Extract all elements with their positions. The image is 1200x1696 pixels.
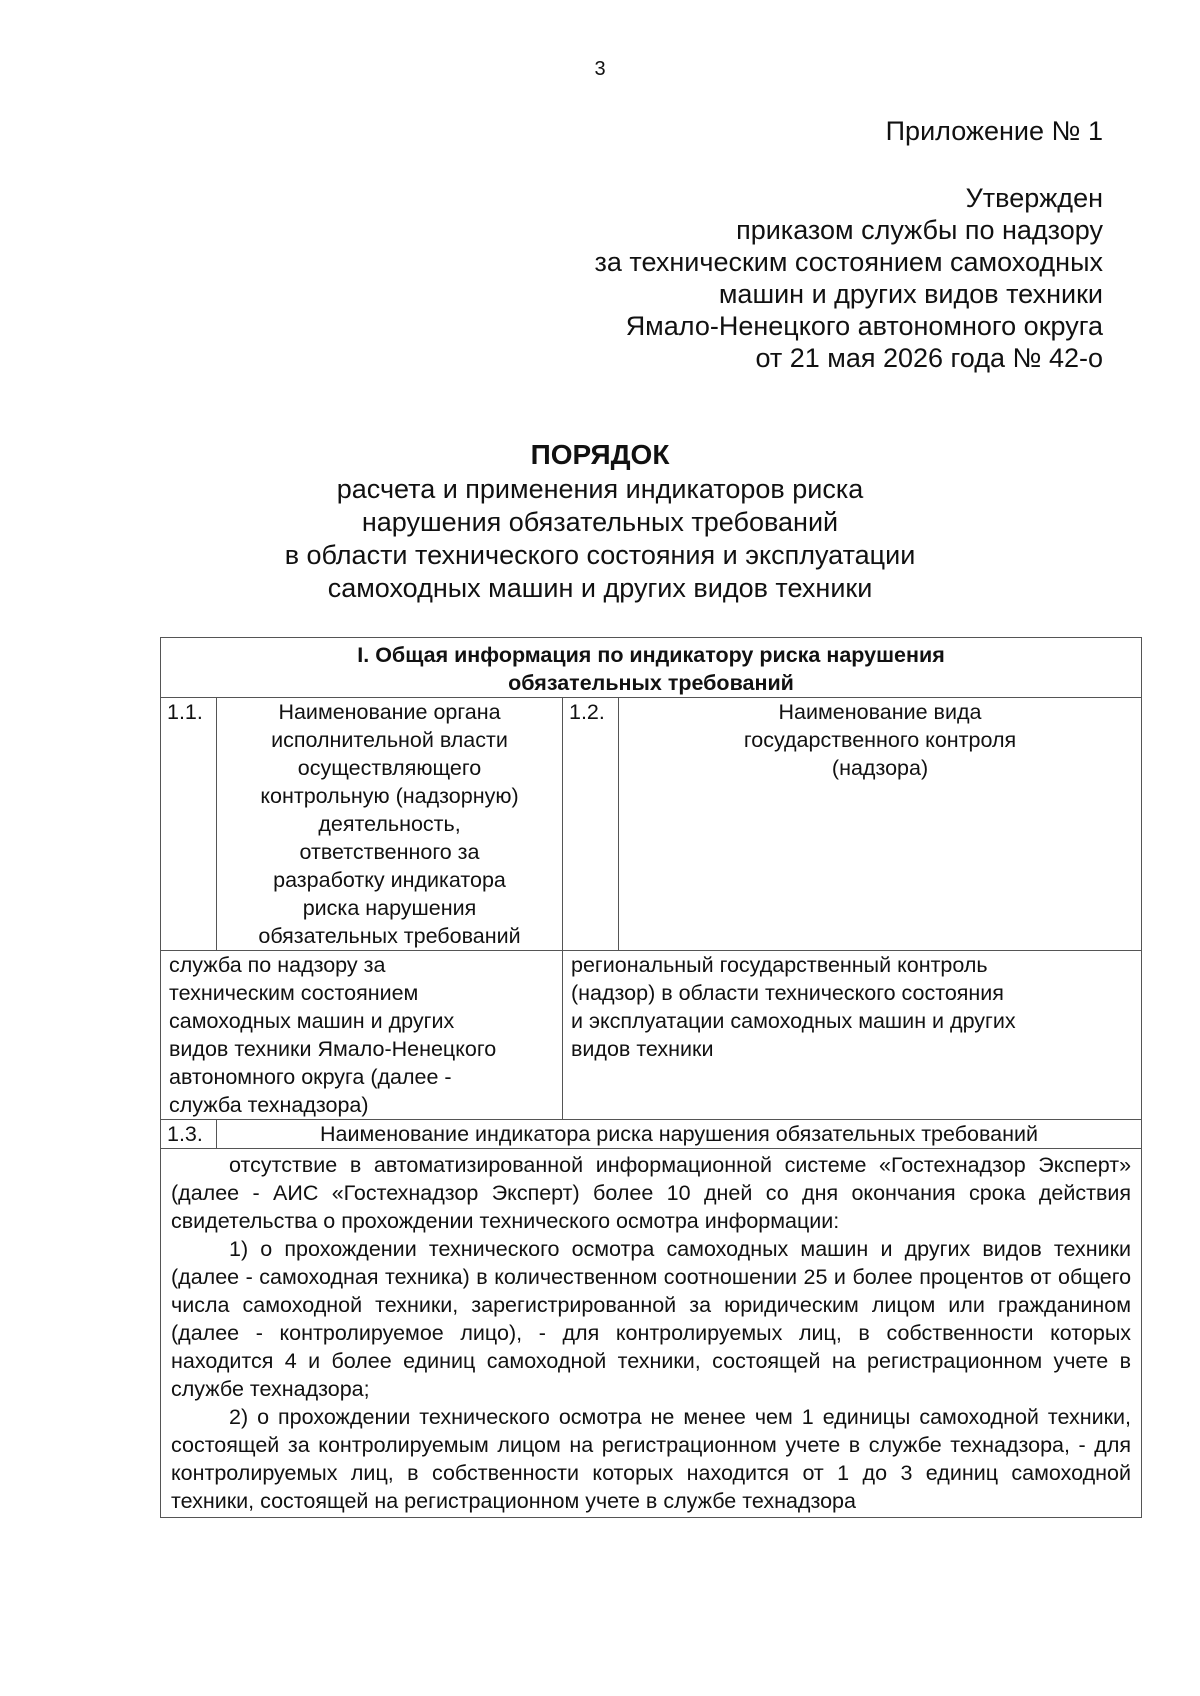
description-paragraph: 1) о прохождении технического осмотра самоходных машин и других видов техники (далее - самоходная техника) в количественном соотношении 25 и более процентов от общего числа самоходной техники, зарегистрированной за юридическим лицом или гражданином (далее - контролируемое лицо), - для контролируемых лиц, в собственности которых находится 4 и более единиц самоходной техники, состоящей на регистрационном учете в службе технадзора; bbox=[171, 1237, 1132, 1401]
approval-line: машин и других видов техники bbox=[718, 279, 1103, 309]
section-header-line: обязательных требований bbox=[508, 671, 794, 695]
control-type-label bbox=[619, 698, 1142, 951]
approval-line: приказом службы по надзору bbox=[736, 215, 1103, 245]
label-row bbox=[161, 698, 1142, 951]
document-title: ПОРЯДОК bbox=[530, 439, 670, 470]
label-line: деятельность, bbox=[318, 812, 461, 836]
authority-value bbox=[161, 951, 563, 1120]
indicator-description-row bbox=[161, 1149, 1142, 1518]
approval-line: Утвержден bbox=[965, 183, 1103, 213]
label-line: риска нарушения bbox=[302, 896, 477, 920]
authority-label bbox=[217, 698, 563, 951]
description-paragraph: отсутствие в автоматизированной информационной системе «Гостехнадзор Эксперт» (далее - АИС «Гостехнадзор Эксперт) более 10 дней со дня окончания срока действия свидетельства о прохождении технического осмотра информации: bbox=[171, 1153, 1132, 1233]
label-line: Наименование органа bbox=[278, 700, 501, 724]
appendix-label: Приложение № 1 bbox=[885, 116, 1103, 146]
value-line: и эксплуатации самоходных машин и других bbox=[571, 1009, 1016, 1033]
value-line: самоходных машин и других bbox=[169, 1009, 455, 1033]
value-line: автономного округа (далее - bbox=[169, 1065, 452, 1089]
value-row bbox=[161, 951, 1142, 1120]
indicator-name-row bbox=[161, 1120, 1142, 1149]
item-number-1-3: 1.3. bbox=[161, 1120, 217, 1149]
indicator-name-label: Наименование индикатора риска нарушения обязательных требований bbox=[217, 1120, 1142, 1149]
document-subtitle-line: нарушения обязательных требований bbox=[361, 507, 839, 537]
label-line: разработку индикатора bbox=[273, 868, 506, 892]
value-line: служба по надзору за bbox=[169, 953, 386, 977]
indicator-description bbox=[161, 1149, 1142, 1518]
document-subtitle-line: расчета и применения индикаторов риска bbox=[336, 474, 864, 504]
approval-block bbox=[595, 182, 1104, 374]
label-line: осуществляющего bbox=[297, 756, 482, 780]
label-line: контрольную (надзорную) bbox=[260, 784, 519, 808]
value-line: (надзор) в области технического состояния bbox=[571, 981, 1004, 1005]
value-line: видов техники Ямало-Ненецкого bbox=[169, 1037, 497, 1061]
label-line: государственного контроля bbox=[743, 728, 1017, 752]
value-line: техническим состоянием bbox=[169, 981, 419, 1005]
label-line: исполнительной власти bbox=[271, 728, 508, 752]
approval-line: за техническим состоянием самоходных bbox=[594, 247, 1103, 277]
document-subtitle-line: самоходных машин и других видов техники bbox=[327, 573, 873, 603]
value-line: видов техники bbox=[571, 1037, 714, 1061]
page-number: 3 bbox=[594, 58, 606, 80]
approval-line: от 21 мая 2026 года № 42-о bbox=[755, 343, 1103, 373]
section-header-row bbox=[161, 638, 1142, 698]
label-line: Наименование вида bbox=[778, 700, 982, 724]
value-line: региональный государственный контроль bbox=[571, 953, 988, 977]
label-line: ответственного за bbox=[299, 840, 480, 864]
label-line: (надзора) bbox=[831, 756, 929, 780]
item-number-1-2: 1.2. bbox=[563, 698, 619, 951]
indicator-info-table bbox=[160, 637, 1142, 1518]
document-title-block bbox=[0, 438, 1200, 605]
label-line: обязательных требований bbox=[258, 924, 521, 948]
item-number-1-1: 1.1. bbox=[161, 698, 217, 951]
document-subtitle-line: в области технического состояния и эксплуатации bbox=[284, 540, 916, 570]
approval-line: Ямало-Ненецкого автономного округа bbox=[625, 311, 1103, 341]
description-paragraph: 2) о прохождении технического осмотра не менее чем 1 единицы самоходной техники, состоящей за контролируемым лицом на регистрационном учете в службе технадзора, - для контролируемых лиц, в собственности которых находится от 1 до 3 единиц самоходной техники, состоящей на регистрационном учете в службе технадзора bbox=[171, 1405, 1132, 1513]
section-header-line: I. Общая информация по индикатору риска нарушения bbox=[357, 643, 945, 667]
section-header bbox=[161, 638, 1142, 698]
control-type-value bbox=[563, 951, 1142, 1120]
value-line: служба технадзора) bbox=[169, 1093, 369, 1117]
